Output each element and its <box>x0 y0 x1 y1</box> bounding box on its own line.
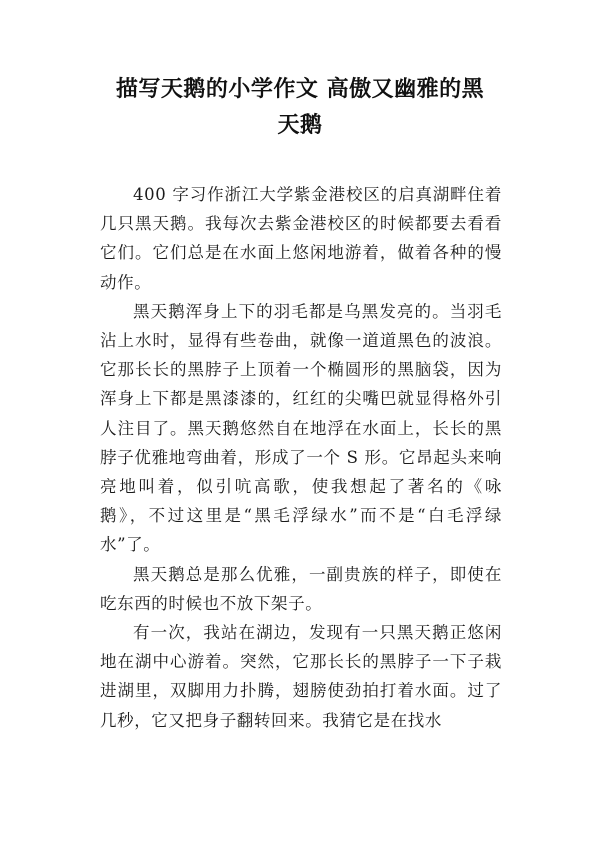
article-body <box>100 180 502 735</box>
paragraph-2: 黑天鹅浑身上下的羽毛都是乌黑发亮的。当羽毛沾上水时，显得有些卷曲，就像一道道黑色的波浪。它那长长的黑脖子上顶着一个椭圆形的黑脑袋，因为浑身上下都是黑漆漆的，红红的尖嘴巴就显得格外引人注目了。黑天鹅悠然自在地浮在水面上，长长的黑脖子优雅地弯曲着，形成了一个 S 形。它昂起头来响亮地叫着，似引吭高歌，使我想起了著名的《咏鹅》，不过这里是“黑毛浮绿水”而不是“白毛浮绿水”了。 <box>100 301 502 555</box>
title-line-1: 描写天鹅的小学作文 高傲又幽雅的黑 <box>115 77 485 102</box>
paragraph-4: 有一次，我站在湖边，发现有一只黑天鹅正悠闲地在湖中心游着。突然，它那长长的黑脖子一下子栽进湖里，双脚用力扑腾，翅膀使劲拍打着水面。过了几秒，它又把身子翻转回来。我猜它是在找水 <box>100 623 502 730</box>
article-title <box>90 72 510 144</box>
paragraph-3: 黑天鹅总是那么优雅，一副贵族的样子，即使在吃东西的时候也不放下架子。 <box>100 564 502 613</box>
title-line-2: 天鹅 <box>277 113 323 138</box>
paragraph-1: 400 字习作浙江大学紫金港校区的启真湖畔住着几只黑天鹅。我每次去紫金港校区的时候都要去看看它们。它们总是在水面上悠闲地游着，做着各种的慢动作。 <box>100 185 502 292</box>
